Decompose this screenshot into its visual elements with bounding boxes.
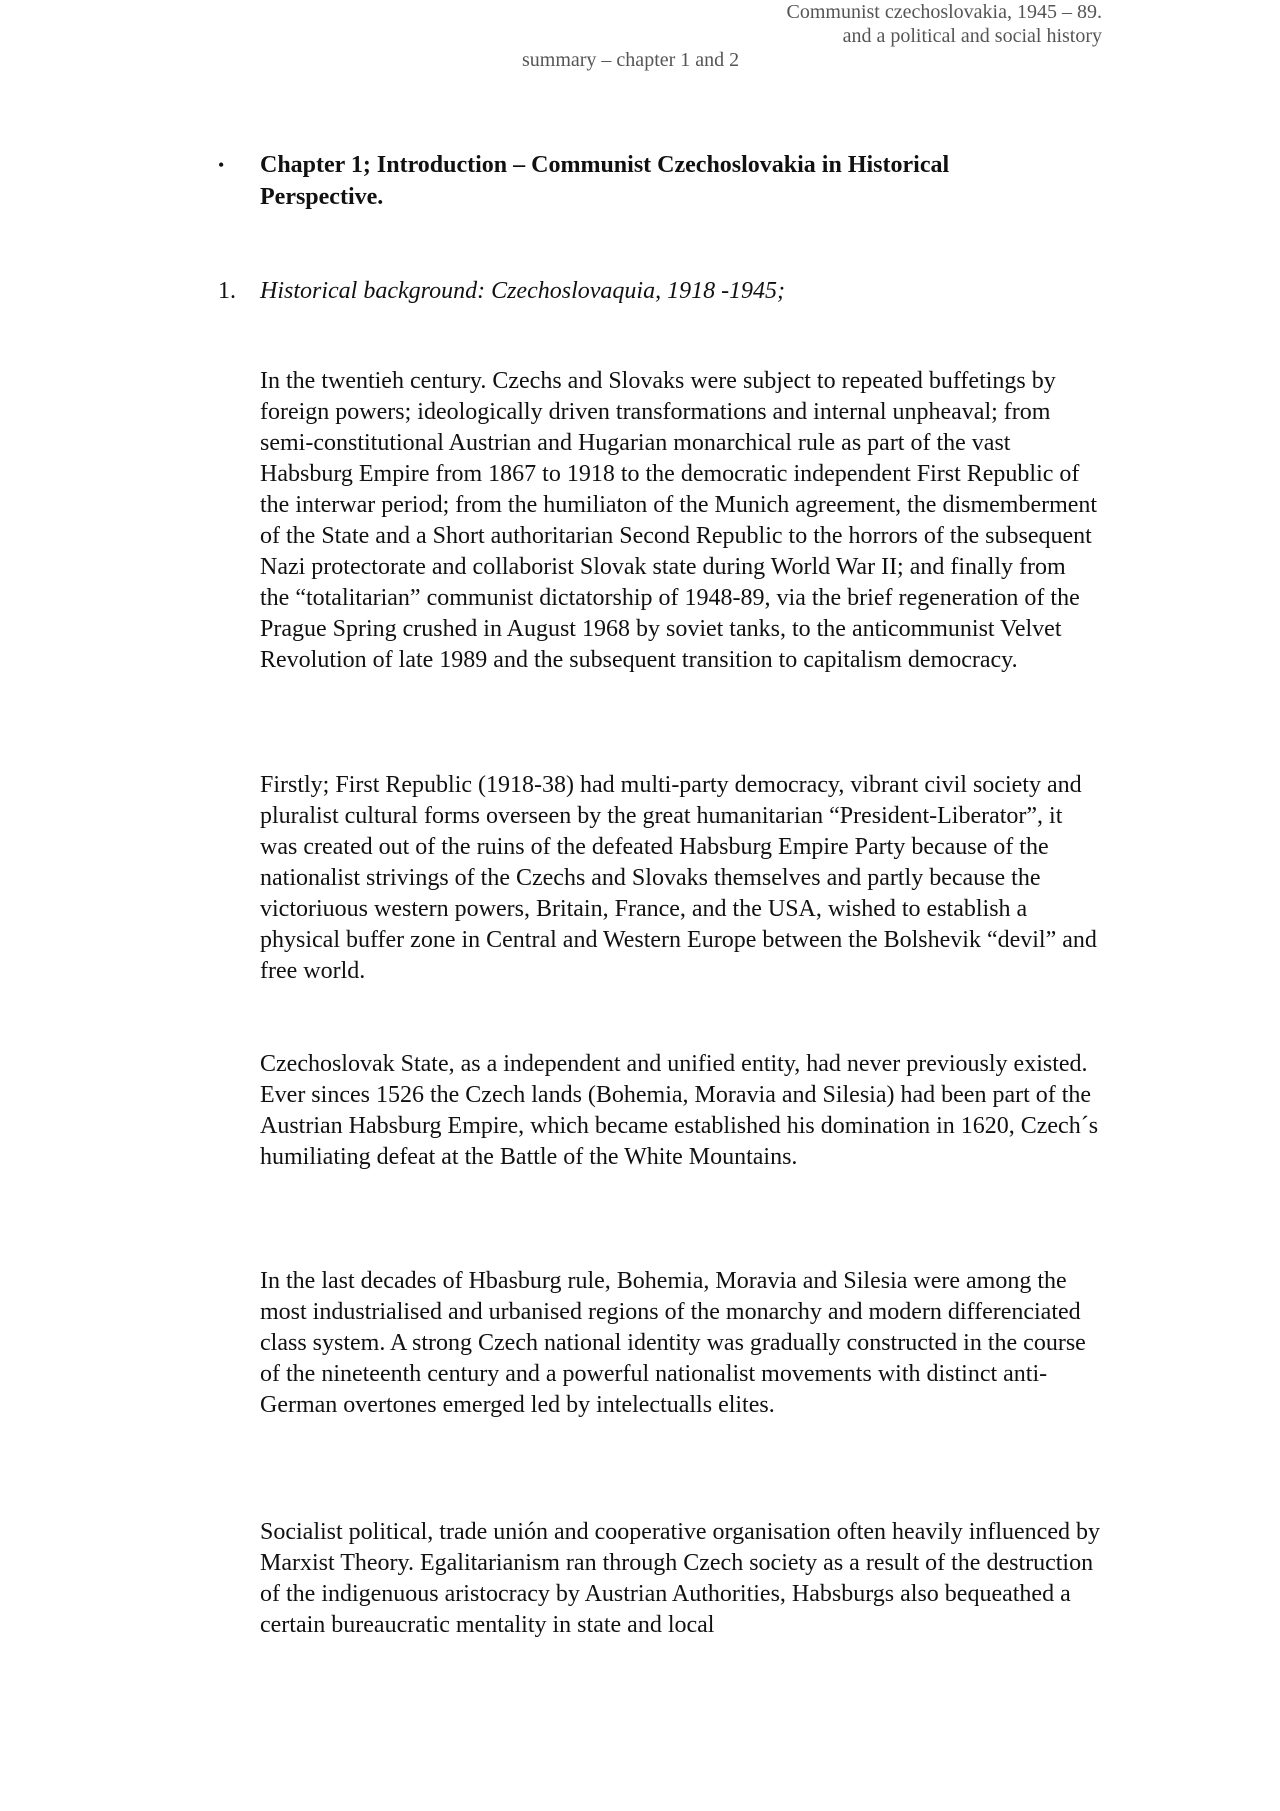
section-number: 1.: [218, 278, 236, 304]
bullet-marker: •: [218, 155, 225, 175]
header-title-line: Communist czechoslovakia, 1945 – 89.: [786, 1, 1102, 23]
paragraph: In the last decades of Hbasburg rule, Bohemia, Moravia and Silesia were among the most industrialised and urbanised regions of the monarchy and modern differenciated class system. A strong Czech national identity was gradually constructed in the course of the nineteenth century and a powerful nationalist movements with distinct anti-German overtones emerged led by intelectualls elites.: [260, 1268, 1086, 1418]
section-title: Historical background: Czechoslovaquia, 1918 -1945;: [260, 278, 786, 304]
paragraph: Czechoslovak State, as a independent and unified entity, had never previously existed. Ever sinces 1526 the Czech lands (Bohemia, Moravia and Silesia) had been part of the Austrian Habsburg Empire, which became established his domination in 1620, Czech´s humiliating defeat at the Battle of the White Mountains.: [260, 1051, 1099, 1170]
paragraph: Firstly; First Republic (1918-38) had multi-party democracy, vibrant civil society and pluralist cultural forms overseen by the great humanitarian “President-Liberator”, it was created out of the ruins of the defeated Habsburg Empire Party because of the nationalist strivings of the Czechs and Slovaks themselves and partly because the victoriuous western powers, Britain, France, and the USA, wished to establish a physical buffer zone in Central and Western Europe between the Bolshevik “devil” and free world.: [260, 772, 1097, 984]
paragraph: Socialist political, trade unión and cooperative organisation often heavily influenced by Marxist Theory. Egalitarianism ran through Czech society as a result of the destruction of the indigenuous aristocracy by Austrian Authorities, Habsburgs also bequeathed a certain bureaucratic mentality in state and local: [260, 1519, 1100, 1638]
paragraph: In the twentieh century. Czechs and Slovaks were subject to repeated buffetings by foreign powers; ideologically driven transformations and internal unpheaval; from semi-constitutional Austrian and Hugarian monarchical rule as part of the vast Habsburg Empire from 1867 to 1918 to the democratic independent First Republic of the interwar period; from the humiliaton of the Munich agreement, the dismemberment of the State and a Short authoritarian Second Republic to the horrors of the subsequent Nazi protectorate and collaborist Slovak state during World War II; and finally from the “totalitarian” communist dictatorship of 1948-89, via the brief regeneration of the Prague Spring crushed in August 1968 by soviet tanks, to the anticommunist Velvet Revolution of late 1989 and the subsequent transition to capitalism democracy.: [260, 368, 1098, 673]
chapter-title: Chapter 1; Introduction – Communist Czechoslovakia in Historical Perspective.: [260, 152, 950, 210]
header-summary-line: summary – chapter 1 and 2: [522, 49, 740, 71]
header-subtitle-line: and a political and social history: [842, 25, 1102, 47]
